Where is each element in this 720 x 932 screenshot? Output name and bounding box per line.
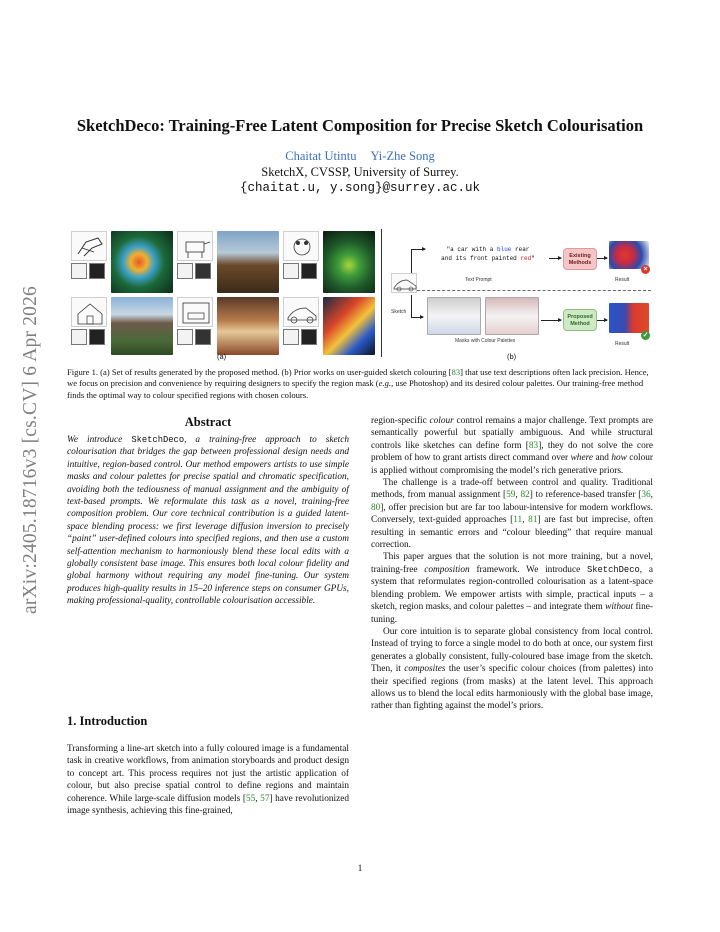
text-prompt-label: Text Prompt bbox=[465, 277, 492, 283]
paragraph: The challenge is a trade-off between control and quality. Traditional methods, from manual assignment [59, 82] to reference-based transfer [36, 80], offer precision but are far too labour-intensive for modern workflows. Conversely, text-guided approaches [11, 81] are fast but imprecise, often resulting in semantic errors and “colour bleeding” that require manual correction. bbox=[371, 478, 653, 551]
mask-thumb bbox=[177, 329, 193, 345]
author-list bbox=[40, 149, 680, 164]
mask-thumb bbox=[283, 329, 299, 345]
citation-link[interactable]: 81 bbox=[528, 515, 538, 526]
mask-thumb bbox=[283, 263, 299, 279]
intro-paragraph: Transforming a line-art sketch into a fully coloured image is a fundamental task in creative workflows, from animation storyboards and product design to concept art. This process requires not just the artistic application of colour, but also precise spatial control to define regions and maintain coherence. While large-scale diffusion models [55, 57] have revolutionized image synthesis, achieving this fine-grained, bbox=[67, 744, 349, 817]
proposed-result-image bbox=[609, 303, 649, 333]
mask-thumb bbox=[89, 329, 105, 345]
affiliation: SketchX, CVSSP, University of Surrey. bbox=[261, 165, 459, 179]
mask-thumb bbox=[89, 263, 105, 279]
arrow bbox=[549, 258, 561, 259]
proposed-method-box: Proposed Method bbox=[563, 309, 597, 331]
mask-blue-rear bbox=[427, 297, 481, 335]
result-label: Result bbox=[615, 277, 630, 283]
email: {chaitat.u, y.song}@surrey.ac.uk bbox=[239, 181, 481, 195]
mask-thumb bbox=[71, 329, 87, 345]
sketch-car bbox=[283, 297, 319, 327]
sketch-bird bbox=[71, 231, 107, 261]
result-label: Result bbox=[615, 341, 630, 347]
arxiv-stamp bbox=[16, 240, 46, 660]
citation-link[interactable]: 36 bbox=[641, 490, 651, 501]
mask-thumb bbox=[301, 329, 317, 345]
citation-link[interactable]: 83 bbox=[528, 440, 539, 451]
connector bbox=[411, 295, 412, 317]
citation-link[interactable]: 82 bbox=[520, 490, 530, 501]
paragraph: Our core intuition is to separate global consistency from local control. Instead of trying to force a single model to do both at once, our system first generates a globally consistent, fully-coloured base image from the sketch. Then, it composites the user’s specific colour choices (from palettes) into their specified regions (from masks) at the latent level. This approach allows us to blend the local edits harmoniously with the global base image, rather than fighting against the model’s priors. bbox=[371, 626, 653, 712]
sketch-frog bbox=[283, 231, 319, 261]
result-cow-image bbox=[217, 231, 279, 293]
mask-thumb bbox=[195, 263, 211, 279]
section-heading: 1. Introduction bbox=[67, 714, 148, 728]
abstract-body: We introduce SketchDeco, a training-free approach to sketch colourisation that bridges the gap between professional design needs and intuitive, region-based control. Our method empowers artists to use simple masks and colour palettes for precise spatial and chromatic specification, avoiding both the tediousness of manual assignment and the ambiguity of text-based prompts. We reformulate this task as a novel, training-free composition problem. Our core technical contribution is a guided latent-space blending process: we first leverage diffusion inversion to precisely “paint” user-defined colours into specified regions, and then use a custom self-attention mechanism to harmoniously blend these local edits with a globally consistent base image. This ensures both local colour fidelity and global harmony without requiring any model fine-tuning. Our system produces high-quality results in 15–20 inference steps on consumer GPUs, making professional-quality, controllable colourisation accessible. bbox=[67, 435, 349, 607]
mask-thumb bbox=[71, 263, 87, 279]
arxiv-id: arXiv:2405.18716v3 [cs.CV] 6 Apr 2026 bbox=[20, 285, 41, 615]
citation-link[interactable]: 55 bbox=[245, 793, 256, 804]
result-bird-image bbox=[111, 231, 173, 293]
paragraph: region-specific colour control remains a major challenge. Text prompts are semantically powerful but spatially ambiguous. And while structural controls like sketches can define form [83], they do not solve the core problem of how to grant artists direct command over where and how colour is applied without compromising the model’s rich generative priors. bbox=[371, 416, 654, 476]
result-room-image bbox=[217, 297, 279, 355]
section-separator bbox=[407, 290, 651, 291]
text-prompt-example: "a car with a blue rear and its front painted red" bbox=[441, 246, 535, 262]
paragraph: This paper argues that the solution is not more training, but a novel, training-free composition framework. We introduce SketchDeco, a system that reformulates region-controlled colourisation as a latent-space blending problem. We empower artists with simple, practical inputs – a sketch, region masks, and colour palettes – and integrate them without fine-tuning. bbox=[371, 552, 653, 625]
figure-divider bbox=[381, 229, 382, 357]
existing-methods-box: Existing Methods bbox=[563, 248, 597, 270]
mask-thumb bbox=[177, 263, 193, 279]
figure-label-a: (a) bbox=[217, 352, 227, 361]
result-car-image bbox=[323, 297, 375, 355]
paper-title: SketchDeco: Training-Free Latent Composition for Precise Sketch Colourisation bbox=[76, 116, 644, 135]
abstract-heading: Abstract bbox=[184, 415, 232, 429]
sketch-cow bbox=[177, 231, 213, 261]
citation-link[interactable]: 80 bbox=[371, 502, 381, 513]
fail-icon: × bbox=[641, 265, 650, 274]
masks-caption: Masks with Colour Palettes bbox=[455, 338, 516, 344]
mask-thumb bbox=[195, 329, 211, 345]
figure-panel-b bbox=[389, 227, 653, 362]
author-link[interactable]: Yi-Zhe Song bbox=[370, 149, 435, 163]
right-column bbox=[371, 415, 653, 713]
arrow bbox=[541, 320, 561, 321]
arrow bbox=[597, 258, 607, 259]
page-number: 1 bbox=[357, 864, 363, 874]
sketch-label: Sketch bbox=[391, 309, 407, 315]
citation-link[interactable]: 57 bbox=[260, 793, 270, 804]
success-icon: ✓ bbox=[642, 332, 649, 339]
result-house-image bbox=[111, 297, 173, 355]
figure-label-b: (b) bbox=[507, 352, 517, 361]
author-link[interactable]: Chaitat Utintu bbox=[285, 149, 357, 163]
citation-link[interactable]: 11 bbox=[513, 515, 523, 526]
arrow bbox=[411, 249, 425, 250]
mask-thumb bbox=[301, 263, 317, 279]
sketch-room bbox=[177, 297, 213, 327]
citation-link[interactable]: 59 bbox=[506, 490, 516, 501]
sketch-car-input bbox=[391, 273, 417, 293]
sketch-house bbox=[71, 297, 107, 327]
figure-panel-a bbox=[67, 227, 375, 362]
figure-caption: Figure 1. (a) Set of results generated by the proposed method. (b) Prior works on user-guided sketch colouring [83] that use text descriptions often lack precision. Hence, we focus on precision and convenience by requiring designers to specify the region mask (e.g., use Photoshop) and its desired colour palettes. Our training-free method finds the optimal way to colour specified regions with chosen colours. bbox=[67, 367, 649, 400]
citation-link[interactable]: 83 bbox=[451, 367, 461, 377]
result-frog-image bbox=[323, 231, 375, 293]
figure-1 bbox=[67, 227, 653, 362]
arrow bbox=[411, 317, 423, 318]
arrow bbox=[597, 320, 607, 321]
mask-red-front bbox=[485, 297, 539, 335]
